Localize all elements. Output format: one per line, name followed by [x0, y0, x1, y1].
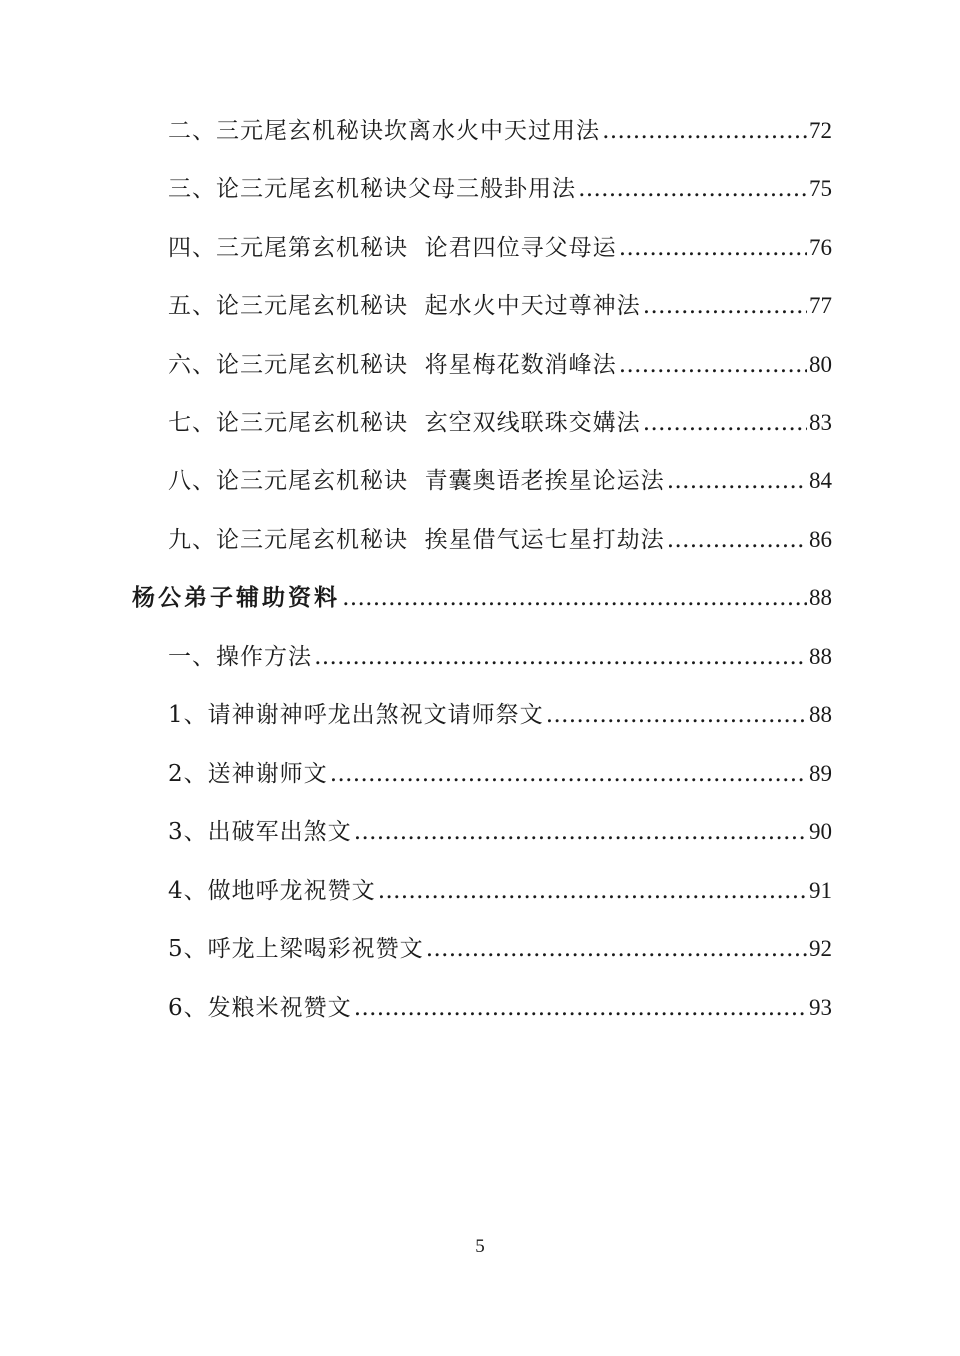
- dot-leader: [619, 345, 807, 385]
- toc-entry[interactable]: [168, 754, 832, 794]
- toc-entry-title: 七、论三元尾玄机秘诀 玄空双线联珠交媾法: [168, 410, 641, 436]
- dot-leader: [314, 637, 807, 677]
- toc-entry-page: 91: [809, 878, 832, 903]
- toc-entry-page: 88: [809, 585, 832, 610]
- toc-entry[interactable]: [168, 403, 832, 443]
- toc-entry[interactable]: [168, 169, 832, 209]
- toc-entry[interactable]: [168, 812, 832, 852]
- toc-entry-page: 72: [809, 118, 832, 143]
- dot-leader: [667, 461, 807, 501]
- toc-entry[interactable]: [168, 695, 832, 735]
- toc-entry-title: 4、做地呼龙祝赞文: [168, 878, 376, 904]
- dot-leader: [667, 520, 807, 560]
- toc-entry-page: 92: [809, 936, 832, 961]
- dot-leader: [578, 169, 807, 209]
- toc-entry-page: 83: [809, 410, 832, 435]
- toc-entry-title: 二、三元尾玄机秘诀坎离水火中天过用法: [168, 118, 600, 144]
- dot-leader: [342, 578, 807, 618]
- toc-entry-page: 84: [809, 468, 832, 493]
- toc-entry-page: 88: [809, 702, 832, 727]
- dot-leader: [354, 988, 807, 1028]
- toc-entry[interactable]: [168, 871, 832, 911]
- dot-leader: [643, 286, 807, 326]
- toc-entry-page: 88: [809, 644, 832, 669]
- toc-entry-title: 6、发粮米祝赞文: [168, 995, 352, 1021]
- toc-entry-page: 80: [809, 352, 832, 377]
- toc-section-title: 杨公弟子辅助资料: [132, 584, 340, 611]
- toc-entry-page: 90: [809, 819, 832, 844]
- toc-entry-title: 五、论三元尾玄机秘诀 起水火中天过尊神法: [168, 293, 641, 319]
- toc-entry[interactable]: [168, 228, 832, 268]
- dot-leader: [378, 871, 807, 911]
- toc-entry[interactable]: [168, 286, 832, 326]
- toc-entry-page: 75: [809, 176, 832, 201]
- dot-leader: [546, 695, 807, 735]
- toc-entry[interactable]: [168, 111, 832, 151]
- toc-entry-title: 5、呼龙上梁喝彩祝赞文: [168, 936, 424, 962]
- toc-entry[interactable]: [168, 520, 832, 560]
- toc-entry-title: 1、请神谢神呼龙出煞祝文请师祭文: [168, 702, 544, 728]
- toc-entry[interactable]: [168, 929, 832, 969]
- toc-entry[interactable]: [168, 345, 832, 385]
- toc-entry-page: 89: [809, 761, 832, 786]
- toc-entry-title: 四、三元尾第玄机秘诀 论君四位寻父母运: [168, 235, 617, 261]
- toc-entry-title: 九、论三元尾玄机秘诀 挨星借气运七星打劫法: [168, 527, 665, 553]
- dot-leader: [354, 812, 807, 852]
- page-number: 5: [475, 1236, 485, 1257]
- toc-entry-page: 86: [809, 527, 832, 552]
- dot-leader: [619, 228, 807, 268]
- dot-leader: [643, 403, 807, 443]
- dot-leader: [602, 111, 807, 151]
- toc-entry-title: 八、论三元尾玄机秘诀 青囊奥语老挨星论运法: [168, 468, 665, 494]
- toc-section-heading[interactable]: [132, 578, 832, 618]
- toc-entry-title: 一、操作方法: [168, 644, 312, 670]
- toc-entry-page: 93: [809, 995, 832, 1020]
- dot-leader: [426, 929, 807, 969]
- toc-entry-page: 76: [809, 235, 832, 260]
- toc-entry-title: 3、出破军出煞文: [168, 819, 352, 845]
- toc-entry-page: 77: [809, 293, 832, 318]
- toc-entry[interactable]: [168, 637, 832, 677]
- toc-entry[interactable]: [168, 461, 832, 501]
- toc-entry[interactable]: [168, 988, 832, 1028]
- toc-entry-title: 六、论三元尾玄机秘诀 将星梅花数消峰法: [168, 352, 617, 378]
- dot-leader: [330, 754, 807, 794]
- toc-entry-title: 2、送神谢师文: [168, 761, 328, 787]
- toc-entry-title: 三、论三元尾玄机秘诀父母三般卦用法: [168, 176, 576, 202]
